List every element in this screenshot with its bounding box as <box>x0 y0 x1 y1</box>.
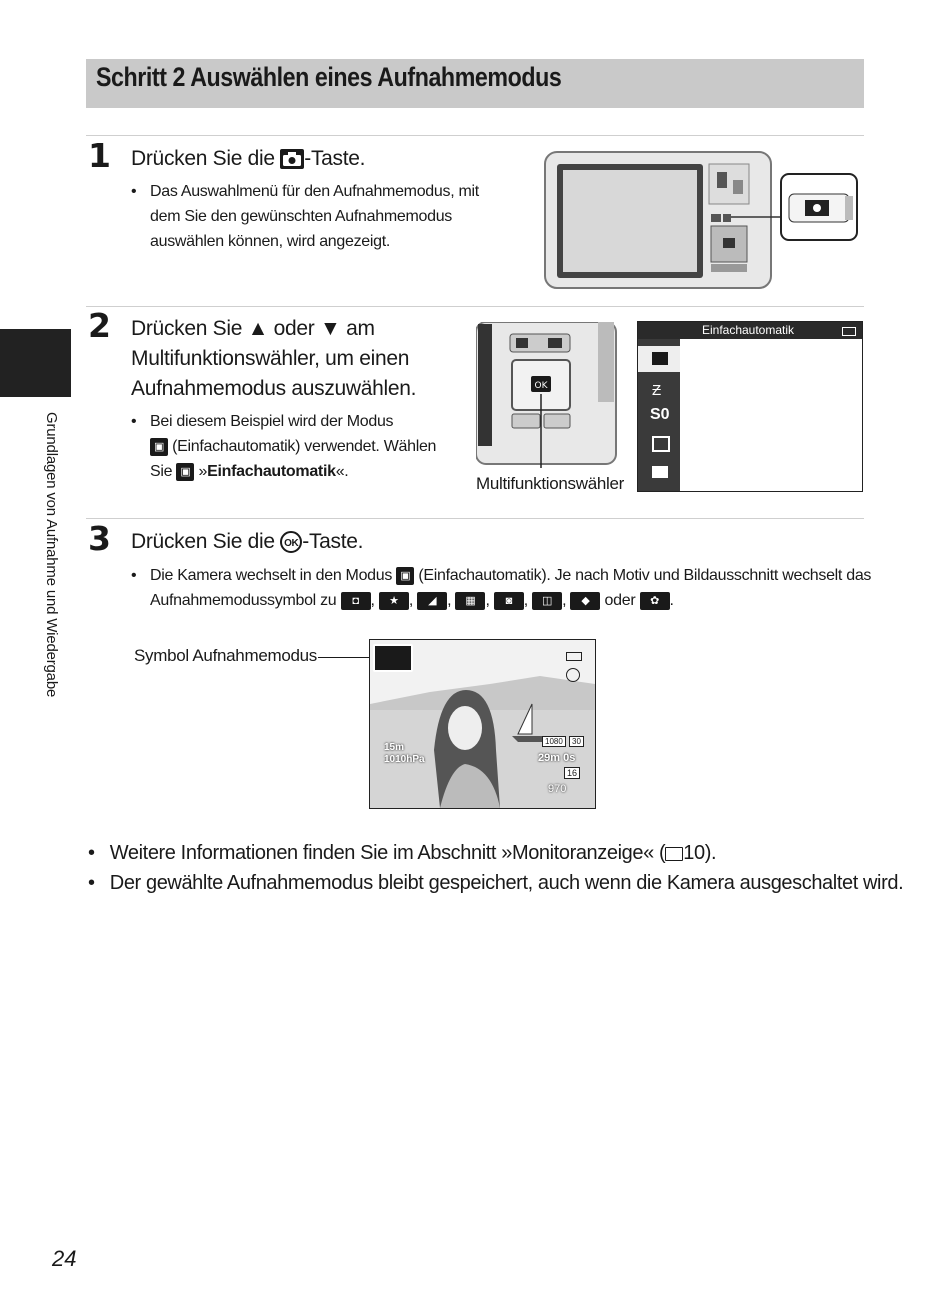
close-up-scene-icon: ◙ <box>494 592 524 610</box>
wifi-icon <box>566 668 580 682</box>
separator: , <box>447 592 452 609</box>
landscape-scene-icon: ◢ <box>417 592 447 610</box>
step-title-text: Aufnahmemodus auszuwählen. <box>131 377 417 400</box>
down-triangle-icon: ▼ <box>320 317 341 340</box>
separator: , <box>485 592 490 609</box>
bullet-line: Das Auswahlmenü für den Aufnahmemodus, mit <box>150 183 479 200</box>
remaining-movie-time: 29m 0s <box>538 752 576 764</box>
menu-item-name: Einfachautomatik <box>207 463 336 480</box>
camera-icon <box>280 149 304 169</box>
book-reference-icon <box>665 847 683 861</box>
easy-auto-mode-icon: ▣ <box>150 438 168 456</box>
step-number: 1 <box>88 136 111 175</box>
battery-icon <box>566 652 582 661</box>
separator: oder <box>600 592 640 609</box>
bullet-line: auswählen können, wird angezeigt. <box>150 233 391 250</box>
separator: , <box>370 592 375 609</box>
backlighting-scene-icon: ◫ <box>532 592 562 610</box>
night-landscape-scene-icon: ▦ <box>455 592 485 610</box>
other-scenes-icon: ✿ <box>640 592 670 610</box>
portrait-scene-icon: ◘ <box>341 592 371 610</box>
bullet-text: » <box>194 463 208 480</box>
bullet-line: (Einfachautomatik) verwendet. Wählen <box>168 438 437 455</box>
step-title-text: -Taste. <box>302 530 364 553</box>
up-triangle-icon: ▲ <box>247 317 269 340</box>
note-item <box>88 838 716 868</box>
bullet-dot: • <box>131 413 137 430</box>
auto-mode-icon[interactable] <box>652 466 668 478</box>
step-title-text: oder <box>268 317 321 340</box>
step-title-text: Drücken Sie <box>131 317 248 340</box>
image-size: 16 <box>564 767 580 779</box>
step-title-text: -Taste. <box>304 147 366 170</box>
video-resolution: 1080 <box>542 736 566 747</box>
shots-remaining: 970 <box>548 783 567 795</box>
easy-auto-mode-icon: ▣ <box>176 463 194 481</box>
bullet-dot: • <box>131 183 137 200</box>
chapter-label: Grundlagen von Aufnahme und Wiedergabe <box>43 412 60 698</box>
step-title <box>131 144 365 174</box>
bullet-text: Aufnahmemodussymbol zu <box>150 592 341 609</box>
page-reference[interactable]: 10 <box>683 842 705 864</box>
bullet-text: Sie <box>150 463 177 480</box>
svg-text:OK: OK <box>534 381 548 391</box>
camera-back-illustration <box>543 150 863 290</box>
step-number: 3 <box>88 519 111 558</box>
step-title-text: am <box>340 317 375 340</box>
step-title <box>131 314 416 404</box>
divider <box>86 306 864 307</box>
separator: . <box>669 592 674 609</box>
bullet-dot: • <box>88 872 95 894</box>
menu-title: Einfachautomatik <box>701 323 795 337</box>
page-number: 24 <box>52 1246 77 1271</box>
divider <box>86 518 864 519</box>
separator: , <box>523 592 528 609</box>
step-number: 2 <box>88 306 111 345</box>
callout-label: Multifunktionswähler <box>476 474 625 493</box>
step-title <box>131 527 363 557</box>
pressure-value: 1010hPa <box>384 754 425 765</box>
callout-label: Symbol Aufnahmemodus <box>134 646 317 665</box>
mode-indicator-icon <box>373 644 413 672</box>
divider <box>86 135 864 136</box>
note-text: Weitere Informationen finden Sie im Abschnitt »Monitoranzeige« ( <box>109 842 666 864</box>
bullet-dot: • <box>88 842 95 864</box>
bullet-item <box>131 179 490 254</box>
bullet-item <box>131 563 872 613</box>
monitor-display <box>369 639 596 809</box>
multi-selector-illustration <box>476 322 626 468</box>
smart-portrait-icon[interactable] <box>652 436 670 452</box>
note-text: ). <box>704 842 717 864</box>
bullet-item <box>131 409 460 484</box>
bullet-line: dem Sie den gewünschten Aufnahmemodus <box>150 208 452 225</box>
chapter-tab <box>0 329 71 397</box>
bullet-line: Bei diesem Beispiel wird der Modus <box>150 413 394 430</box>
note-item <box>88 868 903 898</box>
scene-mode-icon[interactable]: Ƶ <box>652 382 662 399</box>
easy-auto-mode-icon <box>652 352 668 365</box>
battery-icon <box>842 327 856 336</box>
step-title-text: Drücken Sie die <box>131 147 281 170</box>
bullet-text: Die Kamera wechselt in den Modus <box>150 567 397 584</box>
page-title: Schritt 2 Auswählen eines Aufnahmemodus <box>96 62 562 92</box>
mode-menu-screen <box>637 321 863 492</box>
callout-line <box>318 657 370 658</box>
bullet-text: (Einfachautomatik). Je nach Motiv und Bildausschnitt wechselt das <box>414 567 872 584</box>
easy-auto-mode-icon: ▣ <box>396 567 414 585</box>
note-text: Der gewählte Aufnahmemodus bleibt gespeichert, auch wenn die Kamera ausgeschaltet wird. <box>109 872 904 894</box>
altitude-value: 15m <box>384 742 405 753</box>
ok-button-icon: OK <box>280 531 302 553</box>
night-portrait-scene-icon: ★ <box>379 592 409 610</box>
bullet-dot: • <box>131 567 137 584</box>
bullet-text: «. <box>335 463 349 480</box>
separator: , <box>562 592 567 609</box>
special-effects-icon[interactable]: S0 <box>650 406 670 423</box>
underwater-scene-icon: ◆ <box>570 592 600 610</box>
step-title-text: Drücken Sie die <box>131 530 281 553</box>
separator: , <box>408 592 413 609</box>
frame-rate: 30 <box>569 736 584 747</box>
step-title-text: Multifunktionswähler, um einen <box>131 347 410 370</box>
